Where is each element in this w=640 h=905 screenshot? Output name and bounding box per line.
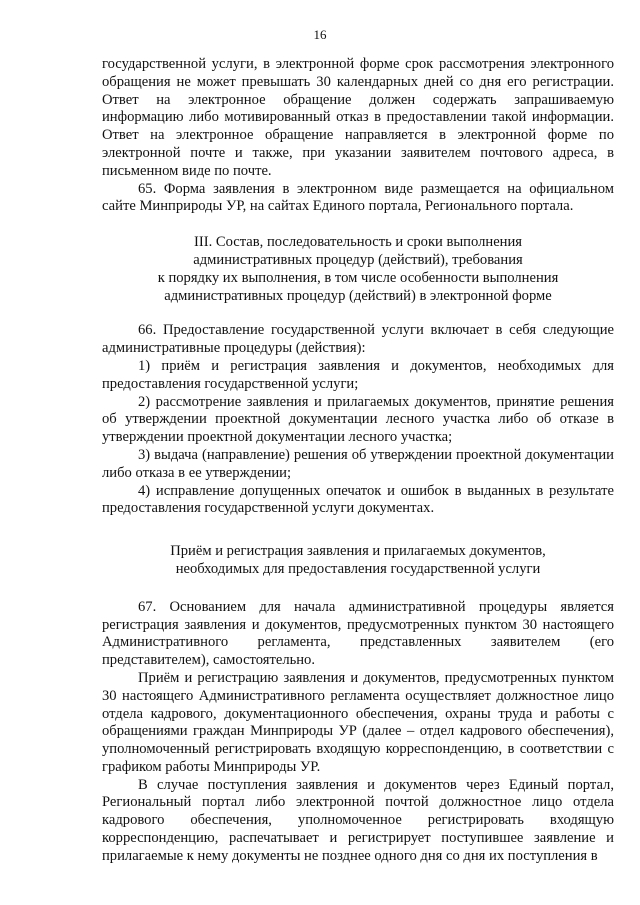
paragraph-66: 66. Предоставление государственной услуги включает в себя следующие административные процедуры (действия): — [102, 322, 614, 357]
section-heading — [102, 234, 614, 305]
paragraph-65: 65. Форма заявления в электронном виде размещается на официальном сайте Минприроды УР, на сайтах Единого портала, Регионального портала. — [102, 180, 614, 215]
list-item-1: 1) приём и регистрация заявления и документов, необходимых для предоставления государственной услуги; — [102, 357, 614, 392]
section-heading-line: III. Состав, последовательность и сроки выполнения — [193, 234, 523, 251]
section-heading-line: административных процедур (действий), требования — [193, 251, 523, 268]
section-heading-line: к порядку их выполнения, в том числе особенности выполнения — [157, 269, 559, 286]
subsection-heading-line: необходимых для предоставления государственной услуги — [175, 560, 541, 577]
page-number: 16 — [313, 27, 327, 42]
document-body — [102, 56, 614, 866]
subsection-heading-line: Приём и регистрация заявления и прилагаемых документов, — [170, 543, 546, 560]
list-item-3: 3) выдача (направление) решения об утверждении проектной документации либо отказа в ее утверждении; — [102, 446, 614, 481]
list-item-2: 2) рассмотрение заявления и прилагаемых документов, принятие решения об утверждении проектной документации лесного участка либо об отказе в утверждении проектной документации лесного участка; — [102, 393, 614, 446]
paragraph-continuation: государственной услуги, в электронной форме срок рассмотрения электронного обращения не может превышать 30 календарных дней со дня его регистрации. Ответ на электронное обращение должен содержать запрашиваемую информацию либо мотивированный отказ в предоставлении такой информации. Ответ на электронное обращение направляется в электронной форме по электронной почте и также, при указании заявителем почтового адреса, в письменном виде по почте. — [102, 56, 614, 179]
subsection-heading — [102, 543, 614, 579]
paragraph-registration: Приём и регистрацию заявления и документов, предусмотренных пунктом 30 настоящего Административного регламента осуществляет должностное лицо отдела кадрового, документационного обеспечения, охраны труда и работы с обращениями граждан Минприроды УР (далее – отдел кадрового обеспечения), уполномоченный регистрировать входящую корреспонденцию, в соответствии с графиком работы Минприроды УР. — [102, 669, 614, 775]
section-heading-line: административных процедур (действий) в электронной форме — [164, 287, 552, 304]
paragraph-67: 67. Основанием для начала административной процедуры является регистрация заявления и документов, предусмотренных пунктом 30 настоящего Административного регламента, представленных заявителем (его представителем), самостоятельно. — [102, 598, 614, 669]
paragraph-electronic-receipt: В случае поступления заявления и документов через Единый портал, Региональный портал либо электронной почтой должностное лицо отдела кадрового обеспечения, уполномоченное регистрировать входящую корреспонденцию, распечатывает и регистрирует поступившее заявление и прилагаемые к нему документы не позднее одного дня со дня их поступления в — [102, 776, 614, 864]
list-item-4: 4) исправление допущенных опечаток и ошибок в выданных в результате предоставления государственной услуги документах. — [102, 482, 614, 517]
